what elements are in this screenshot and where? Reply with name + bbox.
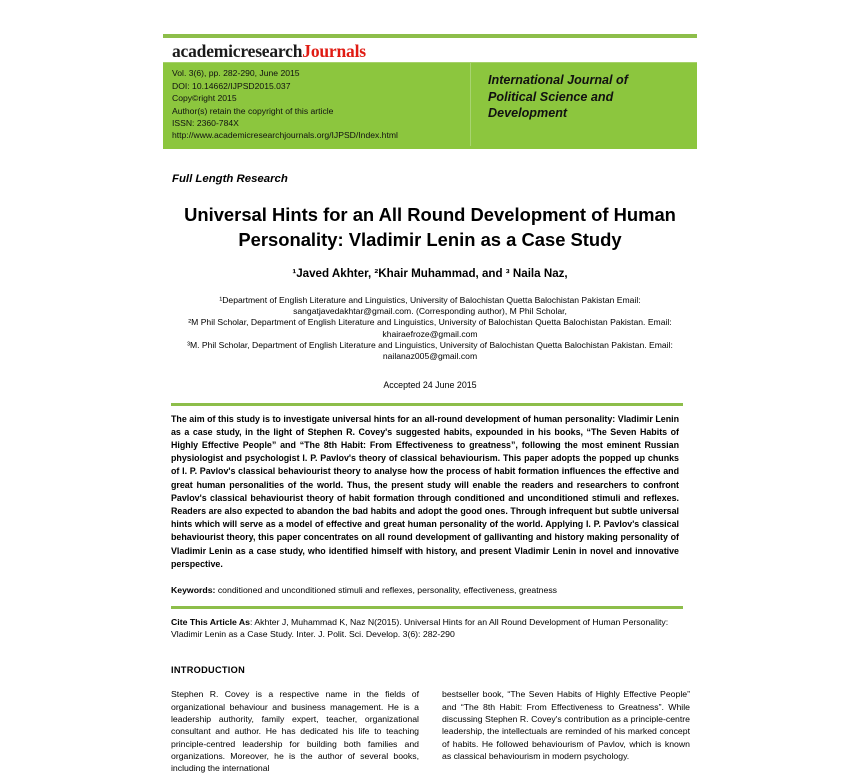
journal-logo xyxy=(172,42,697,60)
masthead-bar xyxy=(163,62,697,145)
masthead-metadata xyxy=(163,63,471,145)
body-paragraph-right: bestseller book, “The Seven Habits of Highly Effective People” and “The 8th Habit: From Effectiveness to Greatness”. While discussing Stephen R. Covey's contribution as a principle-centre leadership, the intellectuals are reminded of his marked concept of habits. He followed behaviourism of Pavlov, which is known as classical behaviourism in modern psychology. xyxy=(442,689,690,761)
journal-title-line-2: Political Science and xyxy=(488,89,614,104)
keywords-label: Keywords: xyxy=(171,585,216,596)
citation-value: : Akhter J, Muhammad K, Naz N(2015). Universal Hints for an All Round Development of Human Personality: Vladimir Lenin as a Case Study. Inter. J. Polit. Sci. Develop. 3(6): 282-290 xyxy=(171,617,669,640)
masthead-doi: DOI: 10.14662/IJPSD2015.037 xyxy=(172,80,291,91)
masthead-volume: Vol. 3(6), pp. 282-290, June 2015 xyxy=(172,68,300,79)
abstract-top-rule xyxy=(171,403,683,406)
citation-label: Cite This Article As xyxy=(171,617,251,628)
masthead-copyright: Copy©right 2015 xyxy=(172,93,237,104)
abstract-text: The aim of this study is to investigate universal hints for an all-round development of human personality: Vladimir Lenin as a case study, in the light of Stephen R. Covey's suggested habits, expounded in his books, “The Seven Habits of Highly Effective People” and “The 8th Habit: From Effectiveness to greatness”, following the most eminent Russian physiologist and psychologist I. P. Pavlov's theory of classical behaviourism. This paper adopts the popped up chunks of I. P. Pavlov's classical behaviourist theory to analyse how the process of habit formation influences the effective and great human personalities of the world. Thus, the present study will enable the readers and researchers to confront Pavlov's classical behaviourist theory of habit formation through conditioned and unconditioned stimuli and reflexes. Readers are also expected to abandon the bad habits and adopt the good ones. Through infrequent but subtle universal hints which will serve as a model of effective and great human personality of the world. Applying I. P. Pavlov's classical behaviourist theory, this paper concentrates on all round development of gallivanting and history making personality of Vladimir Lenin as a case study, who identified himself with history, and present Vladimir Lenin in novel and innovative perspective. xyxy=(171,413,679,569)
keywords-line xyxy=(171,584,679,596)
journal-title-line-1: International Journal of xyxy=(488,73,628,88)
affiliation-2: ²M Phil Scholar, Department of English Literature and Linguistics, University of Balochistan Quetta Balochistan Pakistan. Email: khairaefroze@gmail.com xyxy=(188,317,672,339)
masthead-issn: ISSN: 2360-784X xyxy=(172,118,239,128)
body-column-left xyxy=(171,688,419,774)
keywords-value: conditioned and unconditioned stimuli and reflexes, personality, effectiveness, greatness xyxy=(215,585,558,596)
masthead-rights: Author(s) retain the copyright of this article xyxy=(172,105,334,116)
masthead-url[interactable]: http://www.academicresearchjournals.org/IJPSD/Index.html xyxy=(172,130,398,141)
author-list: ¹Javed Akhter, ²Khair Muhammad, and ³ Naila Naz, xyxy=(292,266,568,280)
logo-text-red: Journals xyxy=(302,41,366,61)
affiliation-1: ¹Department of English Literature and Linguistics, University of Balochistan Quetta Balochistan Pakistan Email: sangatjavedakhtar@gmail.com. (Corresponding author), M Phil Scholar, xyxy=(219,294,641,317)
logo-text-dark: academicresearch xyxy=(172,41,303,61)
citation-line xyxy=(171,616,679,640)
journal-title-block xyxy=(471,63,697,145)
article-type-label: Full Length Research xyxy=(172,172,288,185)
body-paragraph-left: Stephen R. Covey is a respective name in the fields of organizational behaviour and business management. He is a leadership authority, family expert, teacher, organizational consultant and author. He has dedicated his life to teaching principle-centred leadership for building both families and organizations. Moreover, he is the author of several books, including the international xyxy=(171,689,419,774)
journal-title-line-3: Development xyxy=(488,106,568,121)
section-heading-introduction: INTRODUCTION xyxy=(171,665,246,676)
affiliation-3: ³M. Phil Scholar, Department of English Literature and Linguistics, University of Balochistan Quetta Balochistan Pakistan. Email: nailanaz005@gmail.com xyxy=(187,340,673,362)
accepted-date: Accepted 24 June 2015 xyxy=(383,379,477,390)
page-title: Universal Hints for an All Round Development of Human Personality: Vladimir Lenin as a Case Study xyxy=(184,203,676,250)
masthead-bottom-edge xyxy=(163,146,697,149)
paper-content xyxy=(163,34,697,775)
journal-logo-band xyxy=(163,38,697,62)
body-columns xyxy=(171,688,690,774)
body-column-right xyxy=(442,688,690,774)
citation-top-rule xyxy=(171,606,683,609)
